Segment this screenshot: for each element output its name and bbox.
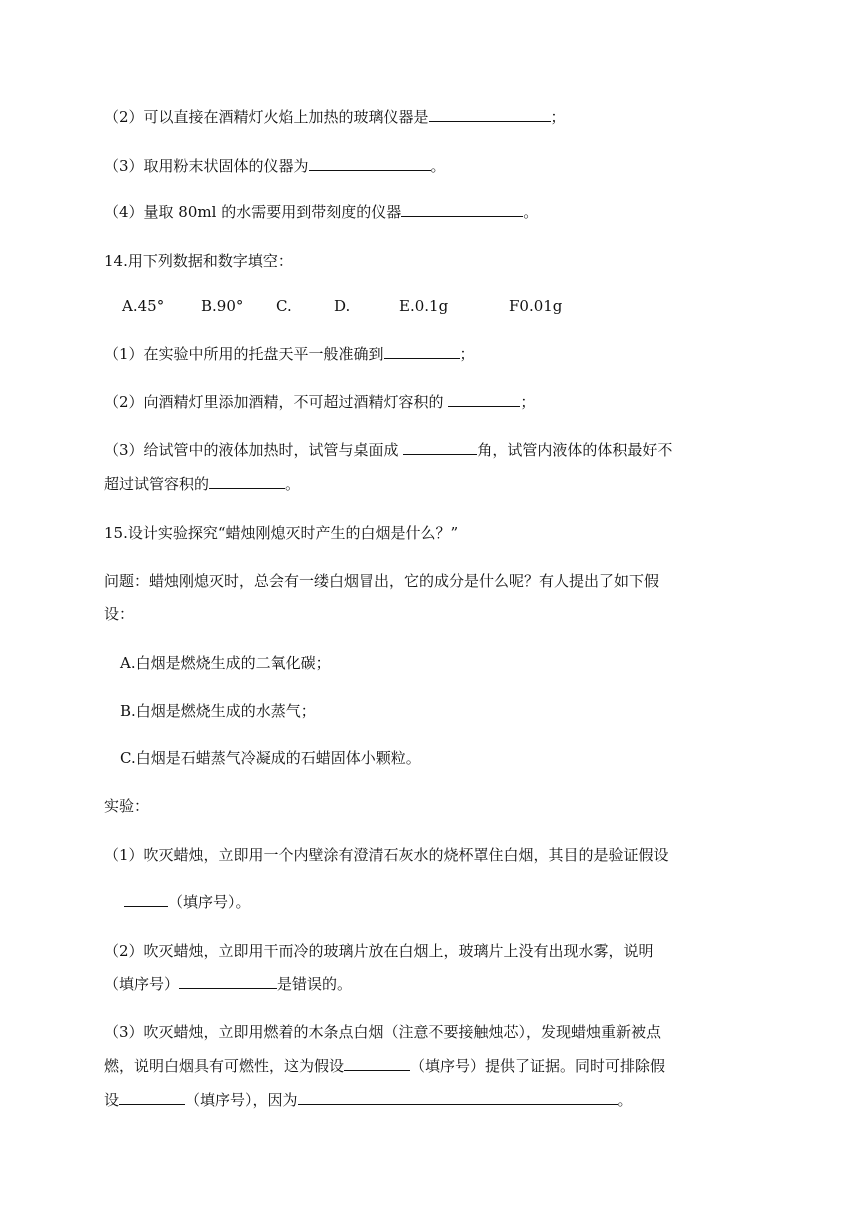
q14-item-3-line2: 超过试管容积的 。 xyxy=(104,475,301,493)
option-c: C. xyxy=(276,297,292,315)
q14-item-1: （1）在实验中所用的托盘天平一般准确到 ； xyxy=(104,345,475,363)
q13-item-4: （4）量取 80ml 的水需要用到带刻度的仪器 。 xyxy=(104,203,539,221)
option-b: B.90° xyxy=(201,297,244,315)
answer-blank[interactable] xyxy=(429,106,551,122)
hypothesis-b: B.白烟是燃烧生成的水蒸气； xyxy=(120,702,316,720)
option-d: D. xyxy=(334,297,351,315)
q13-item-4-text: （4）量取 80ml 的水需要用到带刻度的仪器 xyxy=(104,203,402,221)
answer-blank[interactable] xyxy=(309,155,431,171)
q14-item-2: （2）向酒精灯里添加酒精，不可超过酒精灯容积的 ； xyxy=(104,393,536,411)
q14-item-3-line1: （3）给试管中的液体加热时，试管与桌面成 角，试管内液体的体积最好不 xyxy=(104,441,673,459)
option-e: E.0.1g xyxy=(399,297,449,315)
q13-item-2: （2）可以直接在酒精灯火焰上加热的玻璃仪器是 ； xyxy=(104,108,566,126)
exp-2-line1: （2）吹灭蜡烛，立即用干而冷的玻璃片放在白烟上，玻璃片上没有出现水雾，说明 xyxy=(104,942,654,960)
exp-1-line2: （填序号）。 xyxy=(124,891,251,913)
answer-blank[interactable] xyxy=(344,1055,410,1071)
answer-blank[interactable] xyxy=(179,973,277,989)
q15-problem-line2: 设： xyxy=(104,605,135,623)
q14-title: 14.用下列数据和数字填空： xyxy=(104,252,293,270)
answer-blank[interactable] xyxy=(448,391,520,407)
answer-blank[interactable] xyxy=(119,1089,185,1105)
hypothesis-a: A.白烟是燃烧生成的二氧化碳； xyxy=(120,654,331,672)
answer-blank[interactable] xyxy=(384,343,460,359)
answer-blank[interactable] xyxy=(124,891,168,907)
exp-1-line1: （1）吹灭蜡烛，立即用一个内壁涂有澄清石灰水的烧杯罩住白烟，其目的是验证假设 xyxy=(104,846,669,864)
exp-3-line2: 燃，说明白烟具有可燃性，这为假设 （填序号）提供了证据。同时可排除假 xyxy=(104,1057,666,1075)
answer-blank[interactable] xyxy=(298,1089,618,1105)
answer-blank[interactable] xyxy=(403,439,477,455)
option-a: A.45° xyxy=(122,297,165,315)
hypothesis-c: C.白烟是石蜡蒸气冷凝成的石蜡固体小颗粒。 xyxy=(120,749,421,767)
exp-3-line3: 设 （填序号），因为 。 xyxy=(104,1091,633,1109)
q13-item-3: （3）取用粉末状固体的仪器为 。 xyxy=(104,157,446,175)
q15-problem-line1: 问题：蜡烛刚熄灭时，总会有一缕白烟冒出，它的成分是什么呢？有人提出了如下假 xyxy=(104,572,660,590)
exp-3-line1: （3）吹灭蜡烛，立即用燃着的木条点白烟（注意不要接触烛芯），发现蜡烛重新被点 xyxy=(104,1023,662,1041)
q15-title: 15.设计实验探究“蜡烛刚熄灭时产生的白烟是什么？” xyxy=(104,524,459,542)
option-f: F0.01g xyxy=(509,297,563,315)
experiment-heading: 实验： xyxy=(104,797,150,815)
q13-item-3-text: （3）取用粉末状固体的仪器为 xyxy=(104,157,309,175)
answer-blank[interactable] xyxy=(209,473,285,489)
q13-item-2-text: （2）可以直接在酒精灯火焰上加热的玻璃仪器是 xyxy=(104,108,429,126)
exp-2-line2: （填序号） 是错误的。 xyxy=(104,975,353,993)
answer-blank[interactable] xyxy=(401,201,523,217)
